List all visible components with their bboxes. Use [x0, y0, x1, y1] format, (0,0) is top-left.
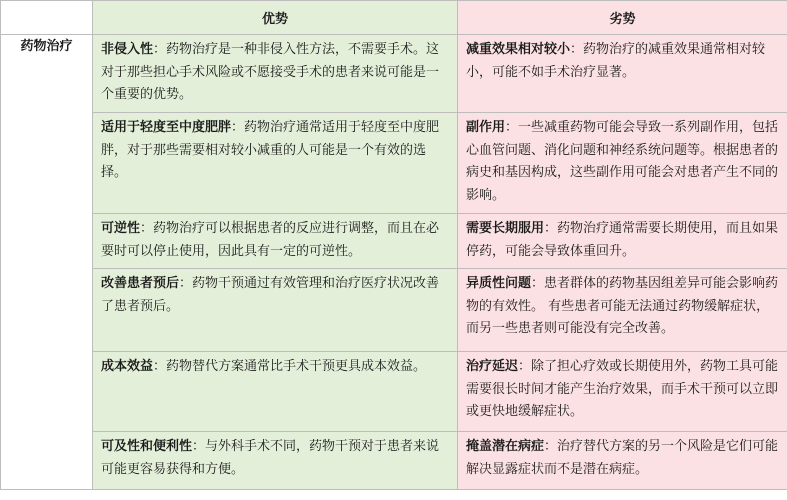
disadvantage-cell [458, 35, 787, 113]
disadvantage-cell [458, 269, 787, 352]
disadvantages-header: 劣势 [458, 1, 787, 35]
disadvantage-title: 掩盖潜在病症 [466, 439, 545, 454]
disadvantage-text: ：患者群体的药物基因组差异可能会影响药物的有效性。 有些患者可能无法通过药物缓解症状，而另一些患者则可能没有完全改善。 [466, 276, 779, 336]
advantage-cell [93, 269, 458, 352]
advantages-header: 优势 [93, 1, 458, 35]
advantage-text: ：药物替代方案通常比手术干预更具成本效益。 [153, 359, 427, 374]
advantage-text: ：药物治疗通常适用于轻度至中度肥胖，对于那些需要相对较小减重的人可能是一个有效的选择。 [101, 120, 440, 180]
advantage-text: ：与外科手术不同，药物干预对于患者来说可能更容易获得和方便。 [101, 439, 440, 477]
disadvantage-text: ：药物治疗通常需要长期使用，而且如果停药，可能会导致体重回升。 [466, 221, 779, 259]
advantage-cell [93, 352, 458, 432]
corner-header-cell [1, 1, 93, 35]
table-row [1, 214, 787, 269]
advantage-cell [93, 214, 458, 269]
table-row [1, 269, 787, 352]
advantage-cell [93, 35, 458, 113]
table-row [1, 113, 787, 214]
advantage-title: 成本效益 [101, 359, 154, 374]
disadvantage-text: ：药物治疗的减重效果通常相对较小，可能不如手术治疗显著。 [466, 42, 766, 80]
advantage-title: 适用于轻度至中度肥胖 [101, 120, 232, 135]
disadvantage-title: 异质性问题 [466, 276, 532, 291]
advantage-title: 可及性和便利性 [101, 439, 193, 454]
disadvantage-cell [458, 214, 787, 269]
header-row [1, 1, 787, 35]
table-row [1, 35, 787, 113]
disadvantage-text: ：治疗替代方案的另一个风险是它们可能解决显露症状而不是潜在病症。 [466, 439, 779, 477]
disadvantage-cell [458, 432, 787, 490]
disadvantage-title: 需要长期服用 [466, 221, 545, 236]
disadvantage-cell [458, 113, 787, 214]
advantage-text: ：药物干预通过有效管理和治疗医疗状况改善了患者预后。 [101, 276, 440, 314]
advantage-title: 非侵入性 [101, 42, 154, 57]
advantage-title: 改善患者预后 [101, 276, 180, 291]
advantage-cell [93, 113, 458, 214]
disadvantage-title: 减重效果相对较小 [466, 42, 571, 57]
table-row [1, 432, 787, 490]
advantage-cell [93, 432, 458, 490]
advantage-text: ：药物治疗可以根据患者的反应进行调整，而且在必要时可以停止使用，因此具有一定的可逆性。 [101, 221, 440, 259]
table-row [1, 352, 787, 432]
disadvantage-text: ：除了担心疗效或长期使用外，药物工具可能需要很长时间才能产生治疗效果，而手术干预可以立即或更快地缓解症状。 [466, 359, 779, 419]
disadvantage-text: ：一些减重药物可能会导致一系列副作用，包括心血管问题、消化问题和神经系统问题等。根据患者的病史和基因构成，这些副作用可能会对患者产生不同的影响。 [466, 120, 779, 203]
disadvantage-title: 治疗延迟 [466, 359, 519, 374]
category-cell: 药物治疗 [1, 35, 93, 490]
disadvantage-title: 副作用 [466, 120, 506, 135]
disadvantage-cell [458, 352, 787, 432]
advantage-title: 可逆性 [101, 221, 141, 236]
advantage-text: ：药物治疗是一种非侵入性方法，不需要手术。这对于那些担心手术风险或不愿接受手术的患者来说可能是一个重要的优势。 [101, 42, 440, 102]
